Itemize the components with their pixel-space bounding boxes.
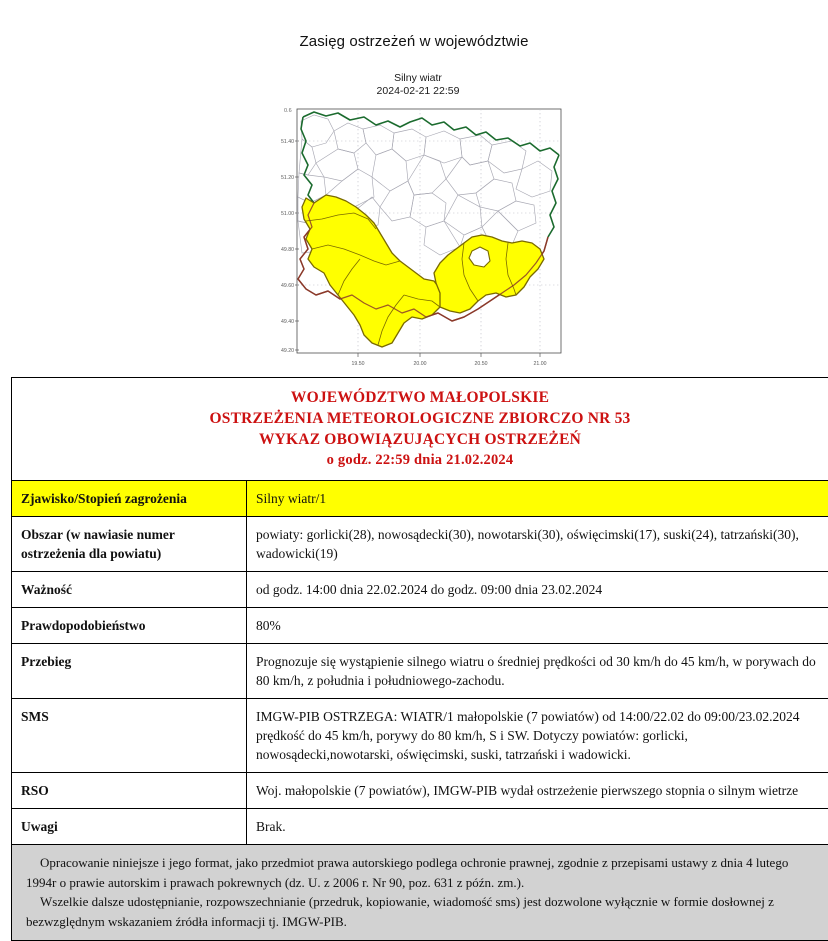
row-value: 80% — [247, 608, 828, 644]
map-caption-phenomenon: Silny wiatr — [268, 72, 568, 85]
row-label: Prawdopodobieństwo — [12, 608, 247, 644]
svg-text:49.20: 49.20 — [281, 348, 294, 354]
map-y-axis-labels — [281, 139, 294, 354]
map-svg — [268, 103, 568, 371]
warning-bulletin — [11, 377, 828, 941]
svg-text:20.00: 20.00 — [414, 361, 427, 367]
table-row — [12, 809, 828, 845]
svg-text:49.80: 49.80 — [281, 247, 294, 253]
page-title: Zasięg ostrzeżeń w województwie — [0, 33, 828, 50]
warning-table — [12, 481, 828, 845]
row-value: IMGW-PIB OSTRZEGA: WIATR/1 małopolskie (7 powiatów) od 14:00/22.02 do 09:00/23.02.2024 prędkość do 45 km/h, porywy do 80 km/h, S i SW. Dotyczy powiatów: gorlicki, nowosądecki,nowotarski, oświęcimski, suski, tatrzański i wadowicki. — [247, 699, 828, 773]
bulletin-heading-line-1: WOJEWÓDZTWO MAŁOPOLSKIE — [12, 387, 828, 408]
copyright-footnote — [12, 845, 828, 941]
table-row — [12, 644, 828, 699]
svg-text:51.00: 51.00 — [281, 211, 294, 217]
table-row — [12, 699, 828, 773]
svg-text:19.50: 19.50 — [352, 361, 365, 367]
table-row — [12, 481, 828, 517]
table-row — [12, 608, 828, 644]
svg-text:21.00: 21.00 — [534, 361, 547, 367]
bulletin-heading-line-3: WYKAZ OBOWIĄZUJĄCYCH OSTRZEŻEŃ — [12, 429, 828, 450]
row-label: Ważność — [12, 572, 247, 608]
row-value: Prognozuje się wystąpienie silnego wiatru o średniej prędkości od 30 km/h do 45 km/h, w porywach do 80 km/h, z południa i południowego-zachodu. — [247, 644, 828, 699]
map-figure — [268, 103, 568, 371]
table-row — [12, 517, 828, 572]
warning-extent-map — [268, 72, 568, 371]
row-value: Woj. małopolskie (7 powiatów), IMGW-PIB wydał ostrzeżenie pierwszego stopnia o silnym wietrze — [247, 773, 828, 809]
svg-text:20.50: 20.50 — [475, 361, 488, 367]
svg-text:49.40: 49.40 — [281, 319, 294, 325]
row-value: Brak. — [247, 809, 828, 845]
bulletin-heading-line-4: o godz. 22:59 dnia 21.02.2024 — [12, 450, 828, 471]
map-x-ticks — [358, 353, 540, 357]
bulletin-heading — [12, 378, 828, 481]
svg-text:51.20: 51.20 — [281, 175, 294, 181]
svg-text:49.60: 49.60 — [281, 283, 294, 289]
row-label: RSO — [12, 773, 247, 809]
table-row — [12, 572, 828, 608]
row-value: Silny wiatr/1 — [247, 481, 828, 517]
map-caption-datetime: 2024-02-21 22:59 — [268, 85, 568, 98]
row-label: Uwagi — [12, 809, 247, 845]
row-label: SMS — [12, 699, 247, 773]
row-label: Przebieg — [12, 644, 247, 699]
row-label: Obszar (w nawiasie numer ostrzeżenia dla powiatu) — [12, 517, 247, 572]
map-x-axis-labels — [352, 361, 547, 367]
footnote-paragraph: Opracowanie niniejsze i jego format, jako przedmiot prawa autorskiego podlega ochronie prawnej, zgodnie z przepisami ustawy z dnia 4 lutego 1994r o prawie autorskim i prawach pokrewnych (dz. U. z 2006 r. Nr 90, poz. 631 z późn. zm.). — [26, 853, 814, 892]
row-value: powiaty: gorlicki(28), nowosądecki(30), nowotarski(30), oświęcimski(17), suski(24), tatrzański(30), wadowicki(19) — [247, 517, 828, 572]
row-value: od godz. 14:00 dnia 22.02.2024 do godz. 09:00 dnia 23.02.2024 — [247, 572, 828, 608]
footnote-paragraph: Wszelkie dalsze udostępnianie, rozpowszechnianie (przedruk, kopiowanie, wiadomość sms) jest dozwolone wyłącznie w formie dosłownej z bezwzględnym wskazaniem źródła informacji tj. IMGW-PIB. — [26, 892, 814, 931]
svg-text:51.40: 51.40 — [281, 139, 294, 145]
bulletin-heading-line-2: OSTRZEŻENIA METEOROLOGICZNE ZBIORCZO NR 53 — [12, 408, 828, 429]
map-caption — [268, 72, 568, 98]
table-row — [12, 773, 828, 809]
map-corner-label: 0.6 — [284, 108, 292, 114]
row-label: Zjawisko/Stopień zagrożenia — [12, 481, 247, 517]
